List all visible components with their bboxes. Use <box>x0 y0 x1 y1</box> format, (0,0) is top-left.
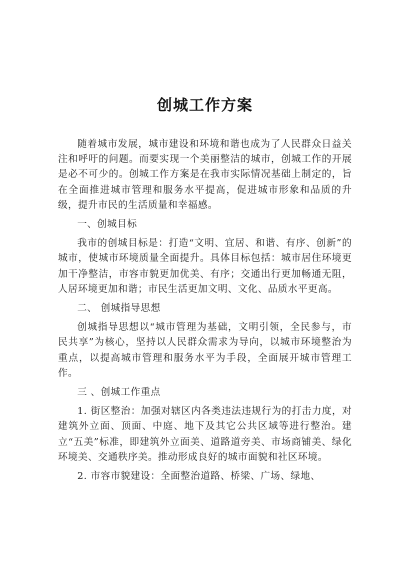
section-1-heading: 一、创城目标 <box>77 219 138 231</box>
section-2-body: 创城指导思想以“城市管理为基础，文明引领，全民参与，市民共享”为核心，坚持以人民群众需求为导向，以城市环境整治为重点，以提高城市管理和服务水平为手段，全面展开城市管理工作。 <box>58 322 352 379</box>
section-1-body: 我市的创城目标是：打造“文明、宜居、和谐、有序、创新”的城市，使城市环境质量全面提升。具体目标包括：城市居住环境更加干净整洁，市容市貌更加优美、有序；交通出行更加畅通无阻，人居环境更加和谐；市民生活更加文明、文化、品质水平更高。 <box>58 238 352 295</box>
section-3-item-2: 2. 市容市貌建设：全面整治道路、桥梁、广场、绿地、 <box>77 471 321 483</box>
section-3-heading: 三 、创城工作重点 <box>77 387 161 399</box>
document-title: 创城工作方案 <box>156 96 253 114</box>
section-2-heading: 二、 创城指导思想 <box>77 303 161 315</box>
intro-paragraph: 随着城市发展，城市建设和环境和谐也成为了人民群众日益关注和呼吁的问题。而要实现一个美丽整洁的城市，创城工作的开展是必不可少的。创城工作方案是在我市实际情况基础上制定的，旨在全面推进城市管理和服务水平提高，促进城市形象和品质的升级，提升市民的生活质量和幸福感。 <box>58 139 352 211</box>
section-3-item-1: 1. 街区整治：加强对辖区内各类违法违规行为的打击力度，对建筑外立面、顶面、中庭、地下及其它公共区域等进行整治。建立“五美”标准，即建筑外立面美、道路道旁美、市场商铺美、绿化环境美、交通秩序美。推动形成良好的城市面貌和社区环境。 <box>58 406 352 463</box>
